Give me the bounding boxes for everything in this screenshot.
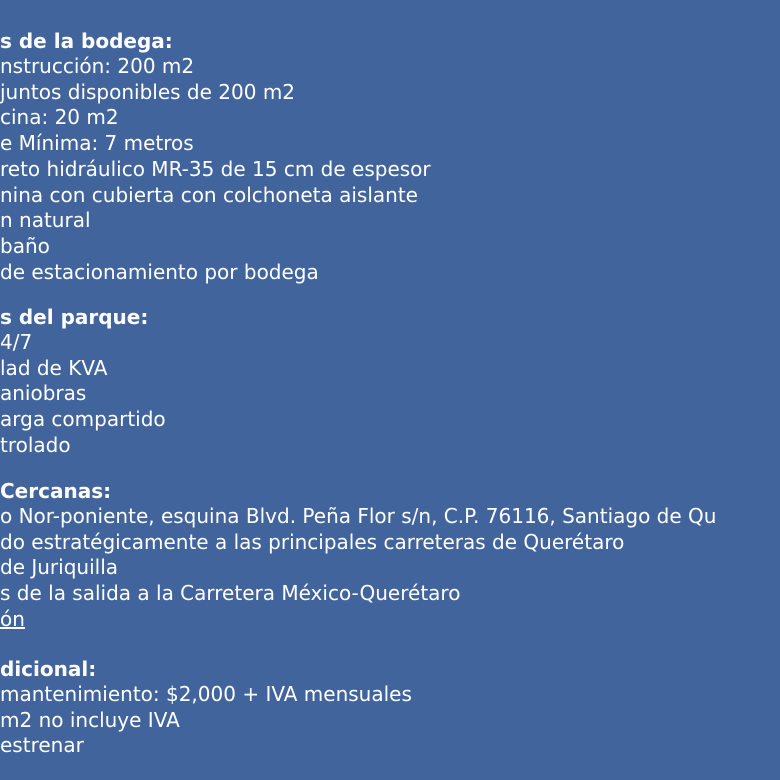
section-adicional [0, 656, 412, 759]
list-item: 4/7 [0, 330, 33, 354]
list-item: n natural [0, 208, 91, 233]
location-link[interactable]: ón [0, 606, 25, 631]
list-item: nina con cubierta con colchoneta aislante [0, 182, 418, 207]
section-heading: s del parque: [0, 305, 149, 329]
list-item: s de la salida a la Carretera México-Querétaro [0, 581, 461, 606]
list-item: baño [0, 233, 50, 258]
list-item: trolado [0, 432, 71, 457]
list-item: reto hidráulico MR-35 de 15 cm de espesor [0, 156, 431, 181]
section-parque [0, 304, 166, 459]
section-cercanas [0, 478, 716, 633]
list-item: arga compartido [0, 407, 166, 432]
list-item: do estratégicamente a las principales carreteras de Querétaro [0, 529, 625, 554]
list-item: cina: 20 m2 [0, 105, 119, 130]
section-heading: dicional: [0, 657, 97, 681]
list-item: e Mínima: 7 metros [0, 131, 194, 156]
list-item: mantenimiento: $2,000 + IVA mensuales [0, 682, 412, 706]
list-item: o Nor-poniente, esquina Blvd. Peña Flor s/n, C.P. 76116, Santiago de Qu [0, 504, 717, 528]
section-bodega [0, 28, 431, 285]
list-item: m2 no incluye IVA [0, 707, 180, 732]
list-item: lad de KVA [0, 355, 108, 380]
list-item: aniobras [0, 381, 87, 406]
section-heading: Cercanas: [0, 479, 112, 503]
list-item: juntos disponibles de 200 m2 [0, 79, 296, 104]
list-item: estrenar [0, 733, 84, 758]
list-item: de Juriquilla [0, 555, 119, 580]
list-item: nstrucción: 200 m2 [0, 54, 195, 78]
list-item: de estacionamiento por bodega [0, 259, 319, 284]
section-heading: s de la bodega: [0, 29, 173, 53]
